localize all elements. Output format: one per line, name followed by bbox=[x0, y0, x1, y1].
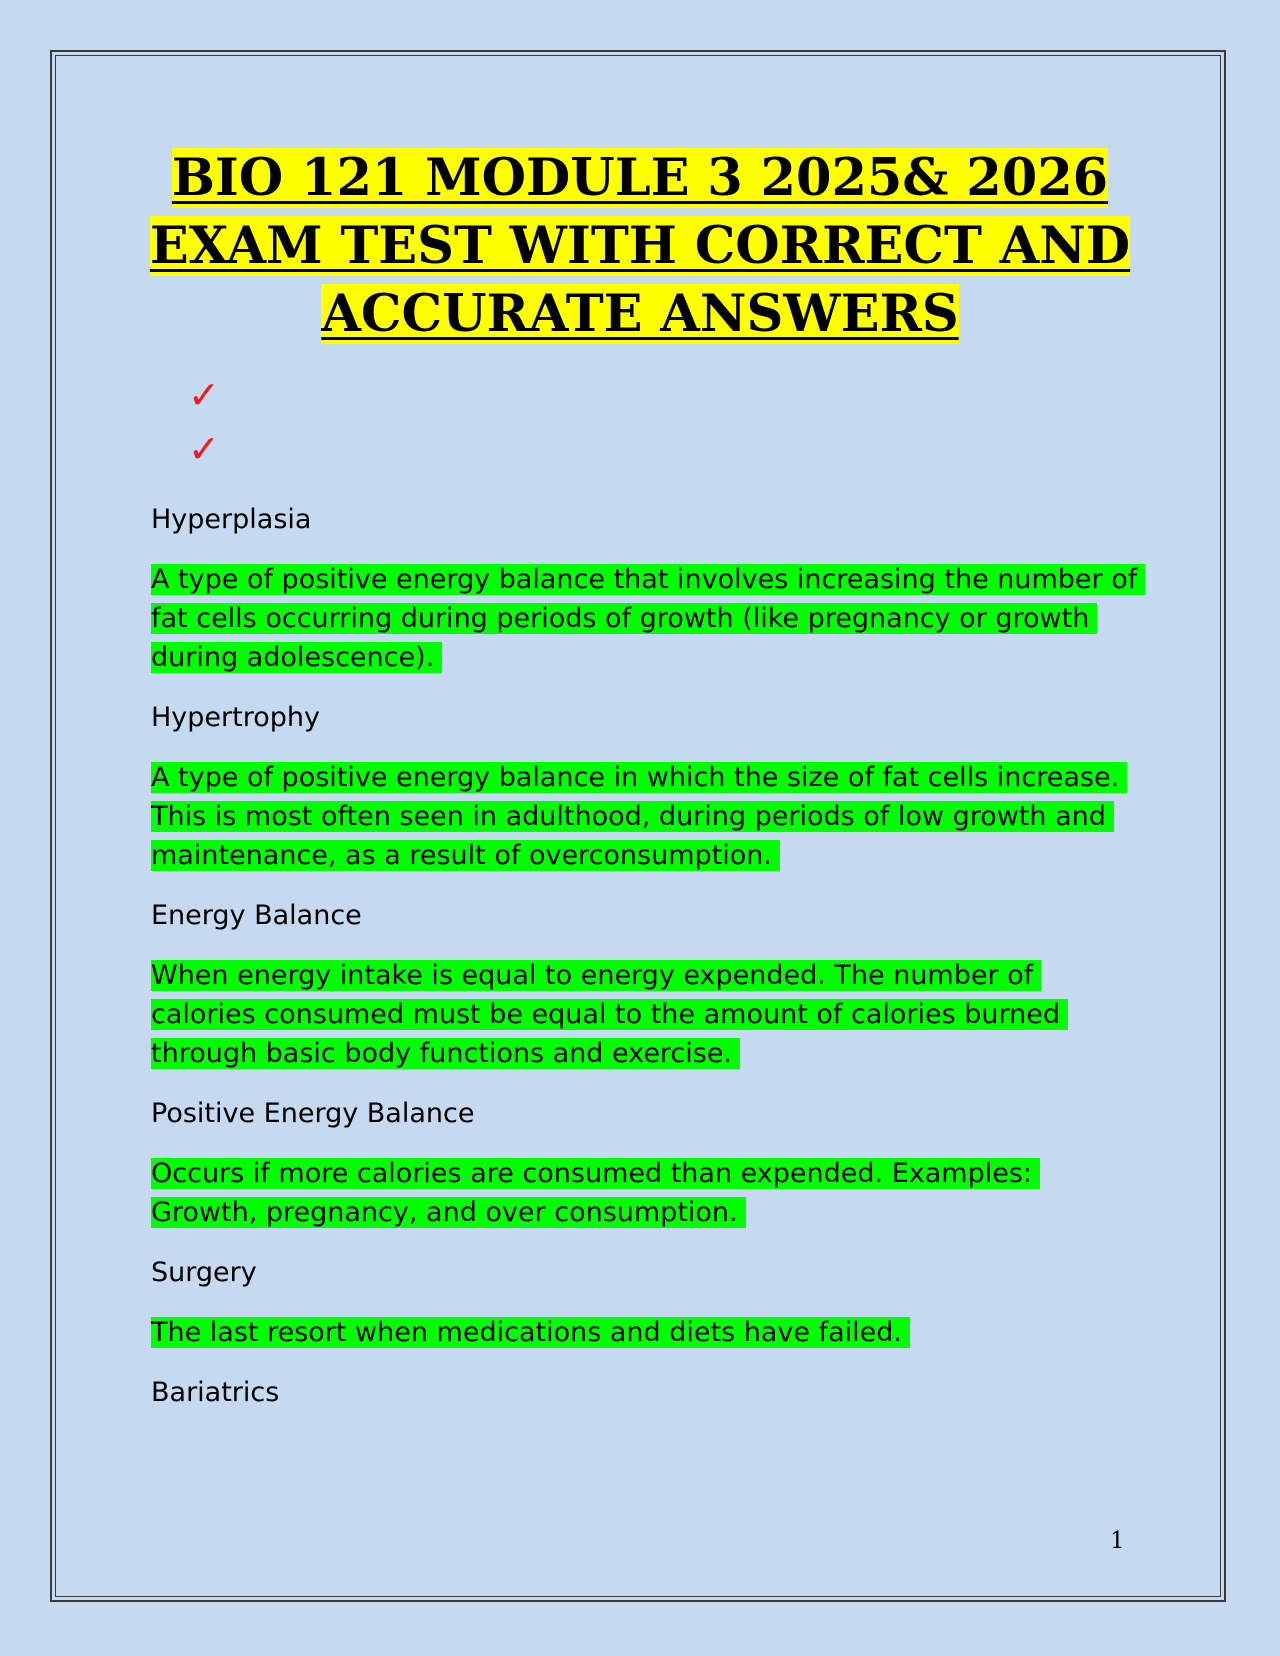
definition-hyperplasia bbox=[151, 560, 1141, 677]
term-hypertrophy: Hypertrophy bbox=[151, 702, 320, 733]
definition-positive-energy-balance bbox=[151, 1154, 1141, 1232]
definition-energy-balance bbox=[151, 956, 1141, 1073]
term-surgery: Surgery bbox=[151, 1257, 257, 1288]
page-number: 1 bbox=[1110, 1528, 1125, 1554]
definition-text: When energy intake is equal to energy expended. The number of calories consumed must be equal to the amount of calories burned through basic body functions and exercise. bbox=[151, 960, 1068, 1069]
checkmark-icon: ✓ bbox=[188, 427, 220, 471]
checkmark-list bbox=[188, 368, 220, 476]
definition-text: Occurs if more calories are consumed than expended. Examples: Growth, pregnancy, and over consumption. bbox=[151, 1158, 1040, 1228]
definition-text: The last resort when medications and diets have failed. bbox=[151, 1317, 910, 1348]
term-energy-balance: Energy Balance bbox=[151, 900, 362, 931]
term-hyperplasia: Hyperplasia bbox=[151, 504, 312, 535]
term-bariatrics: Bariatrics bbox=[151, 1377, 280, 1408]
document-title bbox=[120, 144, 1160, 348]
term-positive-energy-balance: Positive Energy Balance bbox=[151, 1098, 475, 1129]
flashcard-list bbox=[151, 500, 1141, 1433]
checkmark-icon: ✓ bbox=[188, 373, 220, 417]
definition-text: A type of positive energy balance in which the size of fat cells increase. This is most often seen in adulthood, during periods of low growth and maintenance, as a result of overconsumption. bbox=[151, 762, 1127, 871]
document-title-text: BIO 121 MODULE 3 2025& 2026 EXAM TEST WITH CORRECT AND ACCURATE ANSWERS bbox=[149, 148, 1131, 344]
definition-surgery bbox=[151, 1313, 1141, 1352]
definition-text: A type of positive energy balance that involves increasing the number of fat cells occurring during periods of growth (like pregnancy or growth during adolescence). bbox=[151, 564, 1145, 673]
definition-hypertrophy bbox=[151, 758, 1141, 875]
